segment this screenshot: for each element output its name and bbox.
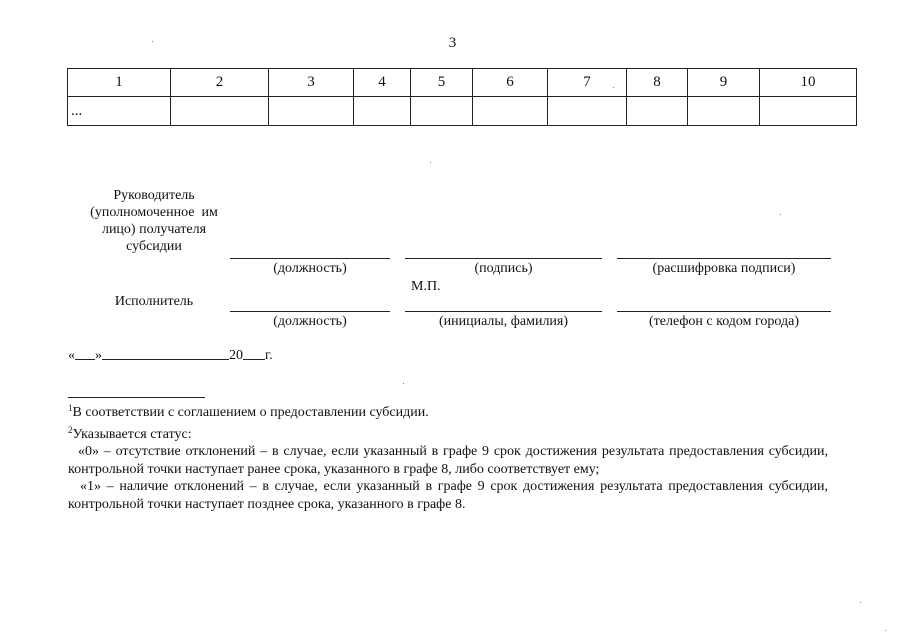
head-label-line: лицо) получателя	[101, 222, 207, 237]
head-label-line: Руководитель	[113, 188, 195, 203]
executor-position-line	[230, 311, 390, 312]
column-header: 3	[269, 69, 354, 97]
page-number: 3	[448, 35, 457, 51]
stamp-label: М.П.	[411, 279, 441, 294]
table-cell	[760, 97, 857, 126]
head-label-line: субсидии	[126, 239, 182, 254]
date-line	[68, 345, 273, 364]
table-cell	[548, 97, 627, 126]
day-blank	[75, 345, 95, 360]
column-header: 9	[688, 69, 760, 97]
footnote-text: Указывается статус:	[72, 426, 192, 442]
executor-name-line	[405, 311, 602, 312]
table-cell	[411, 97, 473, 126]
table-cell	[688, 97, 760, 126]
executor-label: Исполнитель	[114, 294, 194, 309]
table-cell	[354, 97, 411, 126]
scan-speck	[613, 87, 614, 88]
table-header-row	[68, 69, 857, 97]
table-cell	[473, 97, 548, 126]
executor-name-caption: (инициалы, фамилия)	[438, 314, 569, 329]
head-label-line: (уполномоченное им	[90, 205, 218, 220]
footnote-separator	[68, 397, 205, 398]
table-row	[68, 97, 857, 126]
footnotes	[68, 400, 828, 513]
footnote-mark: 1	[68, 403, 73, 413]
column-header: 6	[473, 69, 548, 97]
head-position-caption: (должность)	[273, 261, 347, 276]
column-header: 10	[760, 69, 857, 97]
year-blank	[243, 345, 265, 360]
head-decoding-line	[617, 258, 831, 259]
head-position-line	[230, 258, 390, 259]
footnote-1	[68, 400, 828, 422]
head-decoding-caption: (расшифровка подписи)	[652, 261, 796, 276]
table-cell	[627, 97, 688, 126]
date-close-quote: »	[95, 348, 102, 363]
scan-speck	[430, 162, 431, 163]
footnote-2	[68, 422, 828, 444]
scan-speck	[780, 214, 781, 215]
head-signature-caption: (подпись)	[474, 261, 533, 276]
executor-position-caption: (должность)	[273, 314, 347, 329]
footnote-text: В соответствии с соглашением о предоставлении субсидии.	[72, 405, 429, 420]
table-cell: ...	[68, 97, 171, 126]
column-header: 2	[171, 69, 269, 97]
status-item-0: «0» – отсутствие отклонений – в случае, если указанный в графе 9 срок достижения результата предоставления субсидии, контрольной точки наступает ранее срока, указанного в графе 8, либо соответствует ему;	[68, 444, 828, 477]
date-open-quote: «	[68, 348, 75, 363]
scan-speck	[885, 630, 886, 631]
table-cell	[269, 97, 354, 126]
year-prefix: 20	[229, 348, 243, 363]
status-item-1: «1» – наличие отклонений – в случае, если указанный в графе 9 срок достижения результата предоставления субсидии, контрольной точки наступает позднее срока, указанного в графе 8.	[68, 479, 828, 512]
table-cell	[171, 97, 269, 126]
column-header: 4	[354, 69, 411, 97]
column-header: 8	[627, 69, 688, 97]
scan-speck	[860, 602, 861, 603]
column-header: 7	[548, 69, 627, 97]
month-blank	[102, 345, 229, 360]
scan-speck	[152, 41, 153, 42]
scan-speck	[403, 383, 404, 384]
report-table	[67, 68, 857, 126]
executor-phone-caption: (телефон с кодом города)	[648, 314, 800, 329]
column-header: 5	[411, 69, 473, 97]
year-suffix: г.	[265, 348, 273, 363]
head-signature-line	[405, 258, 602, 259]
executor-phone-line	[617, 311, 831, 312]
head-label	[74, 187, 234, 255]
footnote-mark: 2	[68, 424, 73, 435]
column-header: 1	[68, 69, 171, 97]
